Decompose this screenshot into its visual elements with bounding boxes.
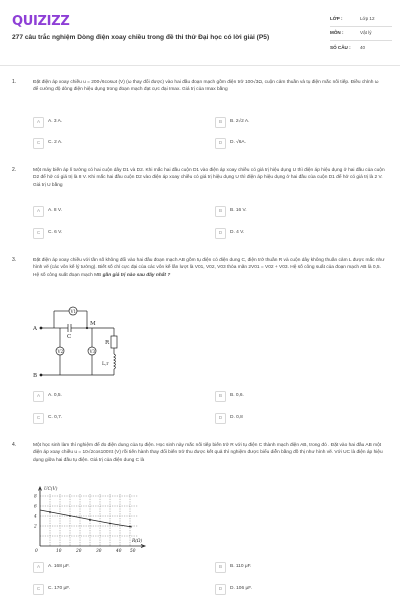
x-tick: 40 <box>116 549 122 554</box>
option-2c[interactable] <box>33 228 62 239</box>
meta-table <box>330 13 392 55</box>
option-letter: A <box>33 562 44 573</box>
option-2d[interactable] <box>215 228 244 239</box>
option-4b[interactable] <box>215 562 251 573</box>
option-letter: D <box>215 413 226 424</box>
option-text: B. 0,6. <box>230 393 244 399</box>
option-letter: D <box>215 228 226 239</box>
option-text: A. 3 A. <box>48 119 63 125</box>
inductor-label: L,r <box>102 362 109 367</box>
option-1d[interactable] <box>215 138 246 149</box>
node-m-label: M <box>90 321 96 327</box>
option-text: C. 170 μF. <box>48 586 70 592</box>
question-number: 1. <box>12 79 17 85</box>
voltmeter-3-label: V3 <box>89 348 96 354</box>
meta-key: MÔN : <box>330 30 344 36</box>
option-letter: B <box>215 206 226 217</box>
y-tick: 8 <box>34 494 37 500</box>
option-text: A. 8 V. <box>48 208 62 214</box>
question-number: 2. <box>12 167 17 173</box>
option-text: B. 2√2 A. <box>230 119 250 125</box>
option-text: C. 0,7. <box>48 415 63 421</box>
option-letter: A <box>33 117 44 128</box>
quizizz-logo: QUIZIZZ <box>12 14 70 29</box>
y-tick: 6 <box>34 504 37 510</box>
option-1c[interactable] <box>33 138 62 149</box>
question-text: Một máy biến áp lí tưởng có hai cuộn dây D1 và D2. Khi mắc hai đầu cuộn D1 vào điện áp xoay chiều có giá trị hiệu dụng U thì điện áp hiệu dụng ở hai đầu của cuộn D2 để hở có giá trị là 8 V. Khi mắc hai đầu cuộn D2 vào điện áp xoay chiều có giá trị hiệu dụng U thì điện áp hiệu dụng ở hai đầu của cuộn D1 để hở có giá trị là 2 V. Giá trị U bằng <box>33 168 385 188</box>
option-letter: B <box>215 562 226 573</box>
circuit-diagram <box>32 303 132 383</box>
option-letter: A <box>33 391 44 402</box>
capacitor-label: C <box>67 334 72 340</box>
option-letter: C <box>33 228 44 239</box>
option-3c[interactable] <box>33 413 62 424</box>
graph-y-label: UC(V) <box>44 487 58 492</box>
meta-key: SỐ CÂU : <box>330 44 351 50</box>
option-4a[interactable] <box>33 562 70 573</box>
option-3a[interactable] <box>33 391 62 402</box>
option-text: D. 4 V. <box>230 230 245 236</box>
option-text: B. 16 V. <box>230 208 247 214</box>
voltmeter-1-label: V1 <box>70 308 77 314</box>
option-2b[interactable] <box>215 206 247 217</box>
option-letter: A <box>33 206 44 217</box>
option-letter: C <box>33 413 44 424</box>
question-text: Một học sinh làm thí nghiệm để đo điện dung của tụ điện. Học sinh này mắc nối tiếp biến trở R với tụ điện C thành mạch điện AB, trong đó . Đặt vào hai đầu AB một điện áp xoay chiều u = 10√2cos100πt (V) rồi tiến hành thay đổi biến trở thu được kết quả thí nghiệm được biểu diễn bằng đồ thị như hình vẽ. Với UC là điện áp hiệu dụng giữa hai đầu tụ điện. Giá trị của điện dung C là <box>33 443 383 463</box>
option-letter: C <box>33 138 44 149</box>
option-text: D. 106 μF. <box>230 586 252 592</box>
option-text: B. 110 μF. <box>230 564 252 570</box>
uc-vs-r-graph <box>32 484 152 554</box>
option-1a[interactable] <box>33 117 62 128</box>
uc-curve <box>40 510 132 527</box>
node-b-dot <box>40 374 43 377</box>
option-4d[interactable] <box>215 584 252 595</box>
option-4c[interactable] <box>33 584 70 595</box>
voltmeter-2-label: V2 <box>57 348 64 354</box>
meta-row-class <box>330 13 392 27</box>
option-text: D. 0,8 <box>230 415 243 421</box>
meta-row-subject <box>330 27 392 41</box>
meta-row-count <box>330 41 392 55</box>
node-a-label: A <box>33 326 37 332</box>
page-title: 277 câu trắc nghiệm Dòng điện xoay chiều trong đề thi thử Đại học có lời giải (P5) <box>12 34 270 41</box>
option-1b[interactable] <box>215 117 249 128</box>
question-text: Đặt điện áp xoay chiều u = 200√6cosωt (V) (ω thay đổi được) vào hai đầu đoạn mạch gồm điện trở 100√3Ω, cuộn cảm thuần và tụ điện mắc nối tiếp. Điều chỉnh ω để cường độ dòng điện hiệu dụng trong đoạn mạch đạt cực đại Imax. Giá trị của Imax bằng <box>33 80 379 93</box>
node-a-dot <box>40 327 43 330</box>
x-tick: 10 <box>56 549 62 554</box>
option-2a[interactable] <box>33 206 62 217</box>
option-text: D. √6A. <box>230 140 246 146</box>
option-text: C. 2 A. <box>48 140 63 146</box>
resistor-label: R <box>105 340 110 346</box>
option-text: A. 0,5. <box>48 393 62 399</box>
y-tick: 4 <box>34 514 37 520</box>
x-tick: 0 <box>35 549 38 554</box>
option-letter: B <box>215 117 226 128</box>
option-letter: D <box>215 138 226 149</box>
option-3d[interactable] <box>215 413 243 424</box>
option-letter: C <box>33 584 44 595</box>
option-letter: B <box>215 391 226 402</box>
y-tick: 2 <box>34 524 37 530</box>
option-text: A. 168 μF. <box>48 564 70 570</box>
meta-value: Lớp 12 <box>360 16 375 22</box>
graph-grid <box>40 494 138 546</box>
meta-key: LỚP : <box>330 16 343 22</box>
node-m-dot <box>86 327 88 329</box>
question-number: 3. <box>12 257 17 263</box>
question-text-body: Đặt điện áp xoay chiều với tần số không đổi vào hai đầu đoạn mạch AB gồm tụ điện có điện dung C, điện trở thuần R và cuộn dây không thuần cảm L được mắc như hình vẽ (các vôn kế lý tưởng). Biết số chỉ cực đại của các vôn kế lần lượt là V01, V02, V03 thỏa mãn 2V01 = V02 + V03. Hệ số công suất của đoạn mạch AB là 0,5. Hệ số công suất đoạn mạch MB <box>33 258 385 278</box>
x-tick: 30 <box>96 549 102 554</box>
meta-value: Vật lý <box>360 30 372 36</box>
question-number: 4. <box>12 442 17 448</box>
graph-x-label: R(Ω) <box>132 539 143 544</box>
page-header <box>0 0 400 66</box>
question-emphasis: gần giá trị nào sau đây nhất ? <box>102 272 171 278</box>
x-tick: 20 <box>76 549 82 554</box>
x-tick: 50 <box>130 549 136 554</box>
option-3b[interactable] <box>215 391 244 402</box>
meta-value: 40 <box>360 44 366 50</box>
question-text <box>33 257 385 279</box>
option-text: C. 6 V. <box>48 230 63 236</box>
option-letter: D <box>215 584 226 595</box>
node-b-label: B <box>33 373 38 379</box>
